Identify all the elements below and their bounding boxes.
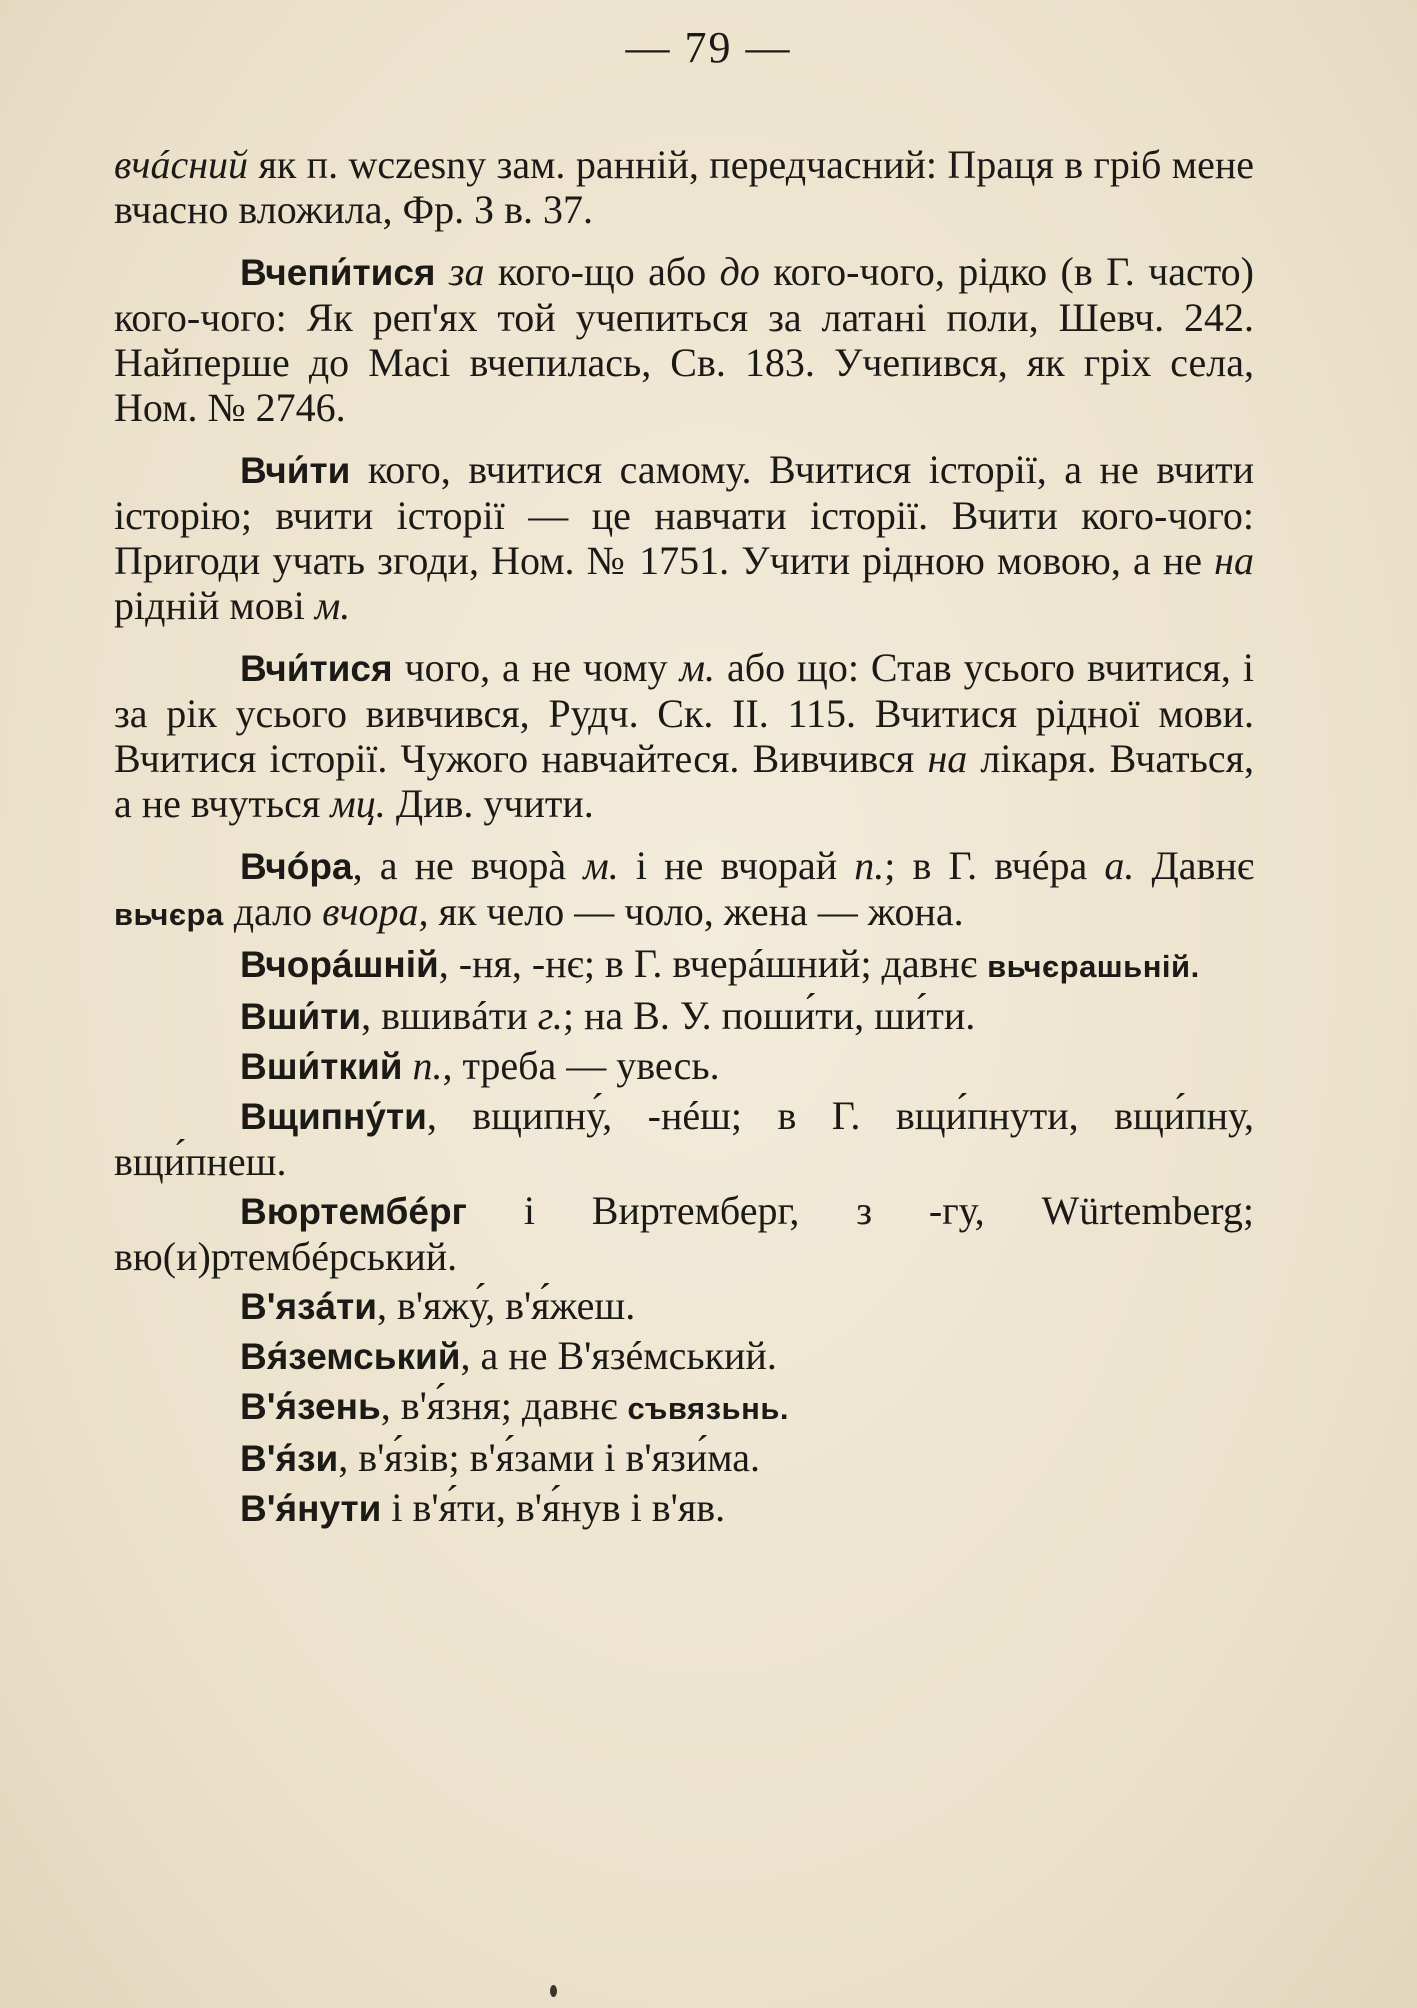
entry-headword: Вчóра	[240, 846, 353, 887]
entry-headword: Вщипну́ти	[240, 1096, 427, 1137]
entry-italic: на	[1214, 538, 1254, 583]
entry-italic: на	[927, 736, 968, 781]
entry-old-slavonic: вьчєрашьній.	[987, 949, 1200, 984]
entry-text: кого-чого, рідко (в Г. часто) кого-чого: Як реп'ях той учепиться за латані поли, Шевч. 242. Найперше до Масі вчепилась, Св. 183. Учепився, як гріх села, Ном. № 2746.	[114, 249, 1255, 430]
entry-text: лікаря. Вчаться, а не вчуться	[114, 736, 1254, 826]
entry-vchasnyi	[114, 142, 1254, 232]
entry-old-slavonic: съвязьнь.	[627, 1391, 789, 1426]
entry-italic: м.	[583, 843, 619, 888]
entry-headword: В'я́нути	[240, 1488, 382, 1529]
entry-text: , треба — увесь.	[442, 1043, 720, 1088]
entry-italic: вчора,	[322, 889, 429, 934]
entry-viurtemberg	[114, 1188, 1254, 1279]
entry-text	[436, 249, 449, 294]
entry-text: ; в Г. вчéра	[884, 843, 1105, 888]
entry-headword: вчáсний	[114, 142, 249, 187]
entry-text: як чело — чоло, жена — жона.	[428, 889, 964, 934]
entry-text: , -ня, -нє; в Г. вчерáшний; давнє	[438, 941, 988, 986]
entry-vianuty	[114, 1485, 1254, 1531]
entry-italic: мц.	[330, 781, 386, 826]
entry-text	[402, 1043, 412, 1088]
entry-headword: Вчорáшній	[240, 944, 439, 985]
entry-text: дало	[223, 889, 323, 934]
entry-text: і в'я́ти, в'я́нув і в'яв.	[381, 1485, 726, 1530]
entry-text: кого-що або	[484, 249, 720, 294]
entry-vshchypnuty	[114, 1093, 1254, 1184]
entry-text: рідній мові	[114, 583, 315, 628]
entry-text: , в'я́зня; давнє	[380, 1383, 628, 1428]
entry-text: як п. wczesny зам. ранній, передчасний: Праця в гріб мене вчасно вложила, Фр. З в. 37.	[114, 142, 1254, 232]
entry-text: чого, а не чому	[392, 645, 680, 690]
entry-italic: а.	[1104, 843, 1135, 888]
entry-text: Див. учити.	[385, 781, 594, 826]
entry-vchyty	[114, 447, 1254, 628]
entry-italic: м.	[679, 645, 716, 690]
entry-vchepytysia	[114, 249, 1254, 430]
entry-vchorashnii	[114, 941, 1254, 989]
entry-headword: В'я́зень	[240, 1386, 381, 1427]
entry-viazy	[114, 1435, 1254, 1481]
entry-text: , а не вчорà	[352, 843, 584, 888]
entry-text: , в'я́зів; в'я́зами і в'язи́ма.	[338, 1435, 761, 1480]
entry-text: , вщипну́, -нéш; в Г. вщи́пнути, вщи́пну, вщи́пнеш.	[114, 1093, 1254, 1184]
dictionary-text	[114, 142, 1254, 1535]
page-number: — 79 —	[625, 23, 792, 72]
entry-italic: п.	[854, 843, 885, 888]
entry-viazaty	[114, 1283, 1254, 1329]
entry-text: і Виртемберг, з -гу, Würtemberg; вю(и)ртембéрський.	[114, 1188, 1254, 1279]
entry-text: , вшивáти	[361, 993, 538, 1038]
entry-headword: Вя́земський	[240, 1336, 461, 1377]
entry-headword: Вюртембéрг	[240, 1191, 467, 1232]
entry-italic: до	[719, 249, 760, 294]
entry-viazemskyi	[114, 1333, 1254, 1379]
entry-headword: Вчи́тися	[240, 648, 393, 689]
entry-italic: м.	[314, 583, 351, 628]
entry-italic: п.	[412, 1043, 443, 1088]
entry-text: , а не В'язéмський.	[460, 1333, 777, 1378]
entry-italic: г.	[537, 993, 563, 1038]
entry-viazen	[114, 1383, 1254, 1431]
entry-italic: за	[448, 249, 485, 294]
entry-headword: Вчепи́тися	[240, 252, 436, 293]
entry-headword: Вши́ти	[240, 996, 362, 1037]
entry-old-slavonic: вьчєра	[114, 897, 224, 932]
entry-headword: В'я́зи	[240, 1438, 339, 1479]
entry-text: , в'яжу́, в'я́жеш.	[376, 1283, 636, 1328]
entry-vchytysia	[114, 645, 1254, 826]
ink-speck	[550, 1985, 557, 1997]
entry-text: кого, вчитися самому. Вчитися історії, а не вчити історію; вчити історії — це навчати історії. Вчити кого-чого: Пригоди учать згоди, Ном. № 1751. Учити рідною мовою, а не	[114, 447, 1254, 583]
entry-text: ; на В. У. поши́ти, ши́ти.	[562, 993, 976, 1038]
entry-headword: В'язáти	[240, 1286, 377, 1327]
entry-vshyty	[114, 993, 1254, 1039]
entry-vshytkyi	[114, 1043, 1254, 1089]
entry-text: і не вчорай	[618, 843, 855, 888]
entry-text: або що: Став усього вчитися, і за рік усього вивчився, Рудч. Ск. II. 115. Вчитися рідної мови. Вчитися історії. Чужого навчайтеся. Вивчився	[114, 645, 1254, 781]
entry-text: Давнє	[1134, 843, 1255, 888]
entry-headword: Вчи́ти	[240, 450, 351, 491]
entry-headword: Вши́ткий	[240, 1046, 403, 1087]
entry-vchora	[114, 843, 1254, 937]
